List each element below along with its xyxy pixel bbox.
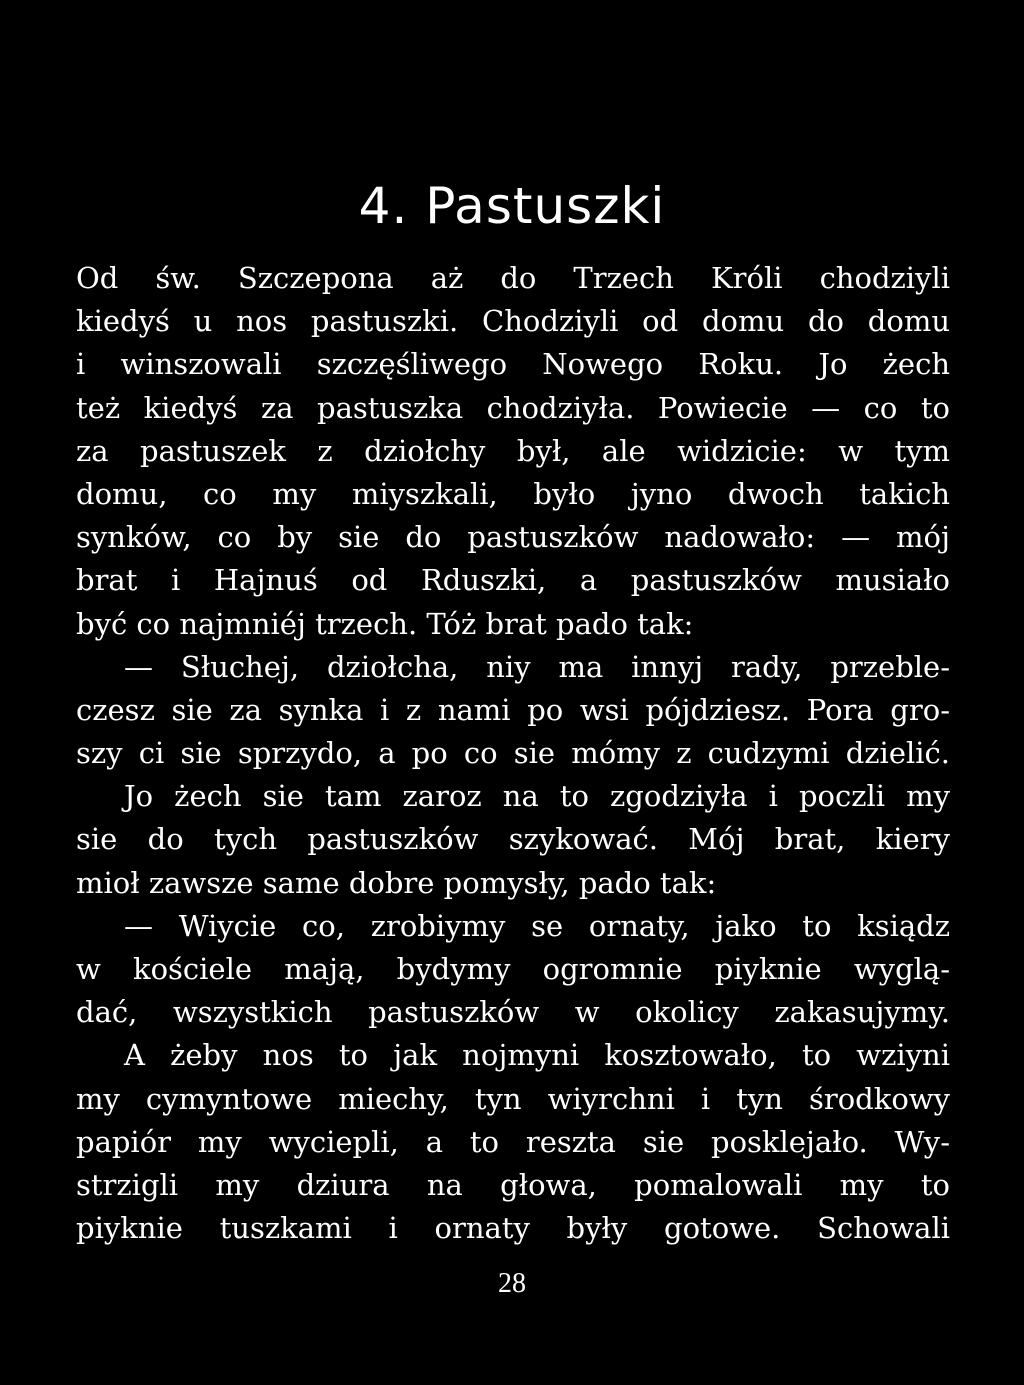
page-number: 28: [498, 1268, 526, 1299]
text-line: — Słuchej, dziołcha, niy ma innyj rady, przeble-: [124, 649, 950, 684]
text-line: mioł zawsze same dobre pomysły, pado tak:: [76, 865, 717, 900]
text-line: dać, wszystkich pastuszków w okolicy zakasujymy.: [76, 995, 950, 1030]
text-line: — Wiycie co, zrobiymy se ornaty, jako to ksiądz: [124, 908, 950, 943]
text-line: synków, co by sie do pastuszków nadowało: — mój: [76, 520, 950, 555]
text-line: i winszowali szczęśliwego Nowego Roku. Jo żech: [76, 347, 950, 382]
text-line: Jo żech sie tam zaroz na to zgodziyła i poczli my: [124, 779, 950, 814]
text-line: Od św. Szczepona aż do Trzech Króli chodziyli: [76, 261, 950, 295]
text-line: też kiedyś za pastuszka chodziyła. Powiecie — co to: [76, 390, 950, 425]
chapter-title: 4. Pastuszki: [358, 177, 666, 235]
text-line: sie do tych pastuszków szykować. Mój brat, kiery: [76, 822, 950, 857]
text-line: strzigli my dziura na głowa, pomalowali my to: [76, 1167, 950, 1202]
text-line: domu, co my miyszkali, było jyno dwoch takich: [76, 476, 950, 511]
text-line: czesz sie za synka i z nami po wsi pójdziesz. Pora gro-: [76, 692, 950, 727]
text-line: w kościele mają, bydymy ogromnie piyknie wyglą-: [76, 952, 950, 986]
text-line: papiór my wyciepli, a to reszta sie posklejało. Wy-: [76, 1124, 950, 1159]
text-line: my cymyntowe miechy, tyn wiyrchni i tyn środkowy: [76, 1081, 950, 1116]
text-line: A żeby nos to jak nojmyni kosztowało, to wziyni: [124, 1038, 950, 1073]
text-line: piyknie tuszkami i ornaty były gotowe. Schowali: [76, 1211, 950, 1246]
body-text: [76, 257, 950, 1250]
text-line: kiedyś u nos pastuszki. Chodziyli od domu do domu: [76, 304, 950, 339]
text-line: być co najmniéj trzech. Tóż brat pado tak:: [76, 606, 694, 641]
text-line: szy ci sie sprzydo, a po co sie mómy z cudzymi dzielić.: [76, 736, 950, 771]
text-line: brat i Hajnuś od Rduszki, a pastuszków musiało: [76, 563, 950, 598]
text-line: za pastuszek z dziołchy był, ale widzicie: w tym: [76, 433, 950, 468]
